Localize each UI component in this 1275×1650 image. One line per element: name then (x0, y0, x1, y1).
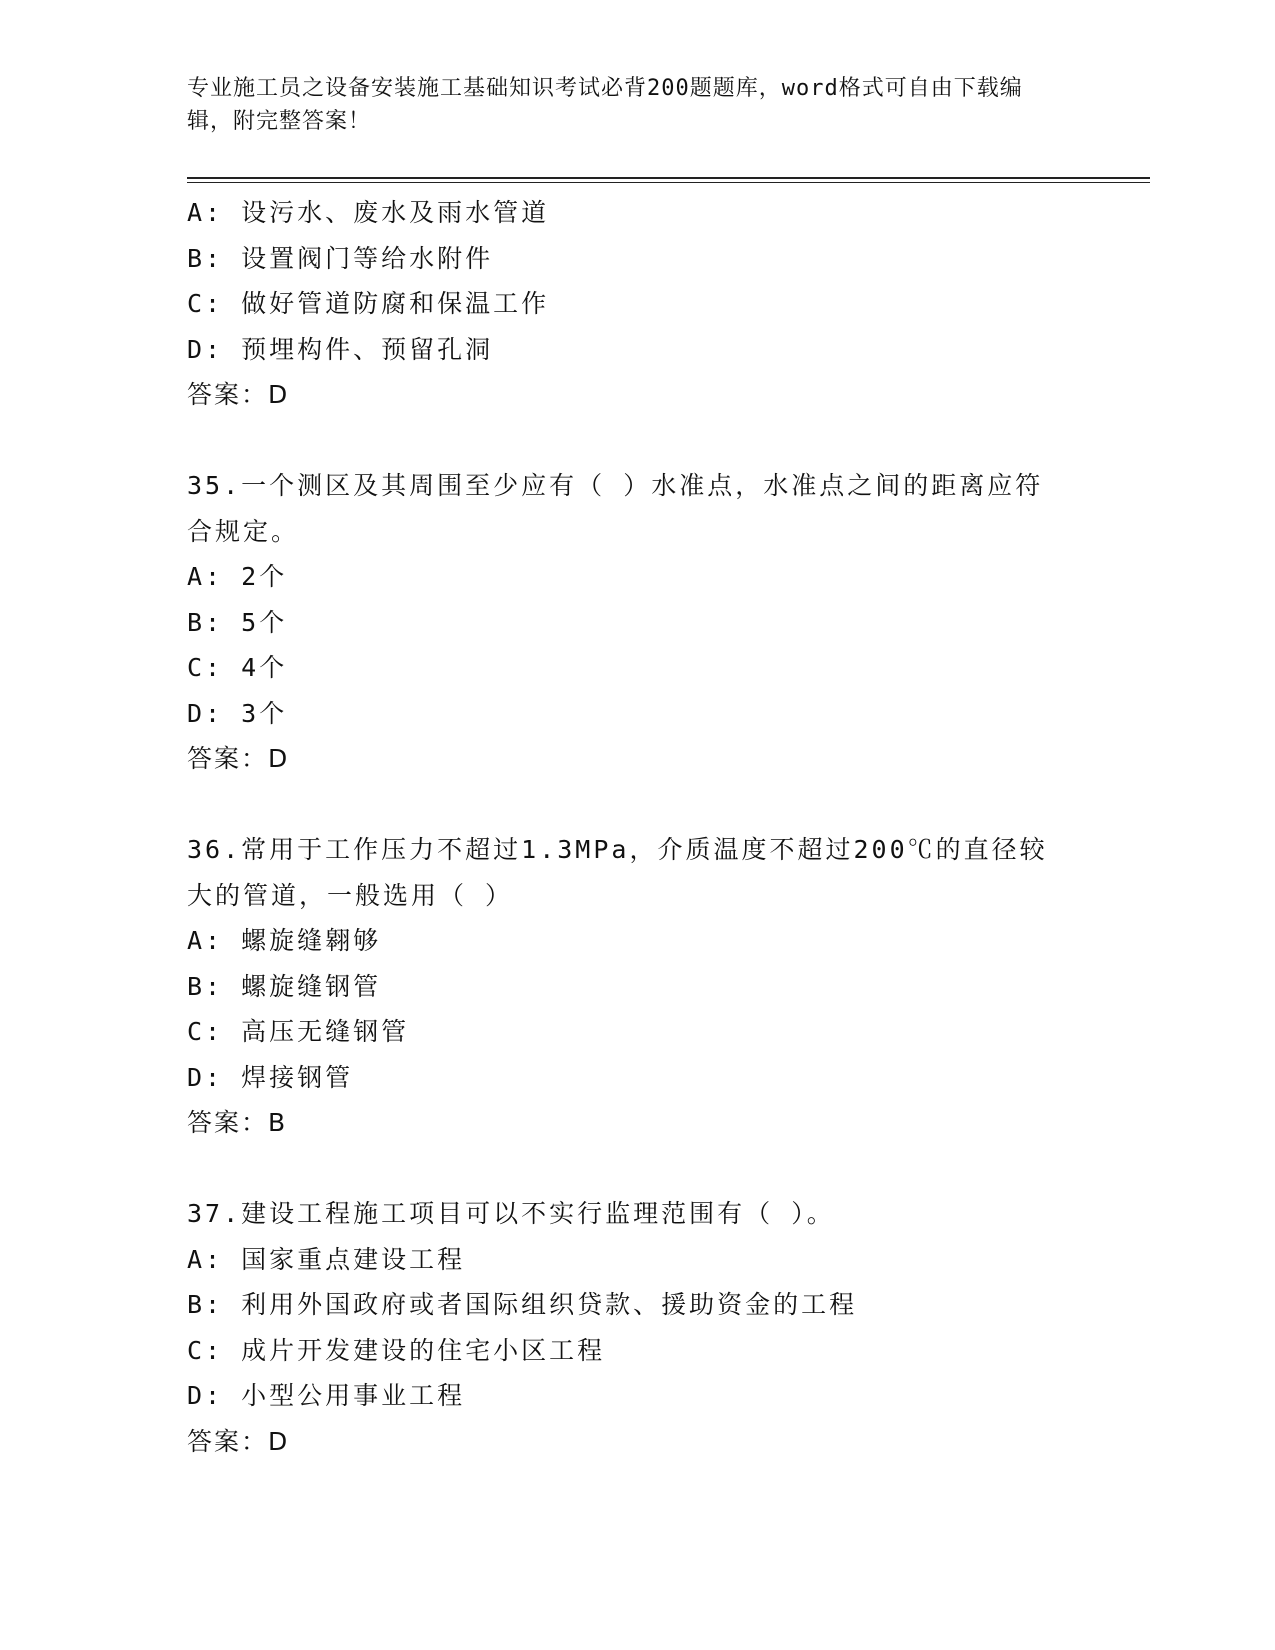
question-36 (187, 827, 1087, 1146)
option-c: C: 成片开发建设的住宅小区工程 (187, 1335, 606, 1365)
option-b: B: 设置阀门等给水附件 (187, 243, 494, 273)
option-d: D: 3个 (187, 698, 288, 728)
answer-line: 答案：D (187, 744, 290, 773)
option-d: D: 小型公用事业工程 (187, 1381, 466, 1410)
spacer (187, 1146, 1087, 1192)
option-a: A: 螺旋缝翱够 (187, 926, 382, 955)
option-d: D: 焊接钢管 (187, 1062, 354, 1092)
option-d: D: 预埋构件、预留孔洞 (187, 334, 494, 364)
spacer (187, 782, 1087, 828)
header-divider-thin (187, 182, 1150, 183)
option-c: C: 4个 (187, 653, 288, 682)
partial-question (187, 190, 1087, 418)
question-text: 35.一个测区及其周围至少应有（ ）水准点，水准点之间的距离应符合规定。 (187, 471, 1044, 546)
spacer (187, 418, 1087, 464)
question-37 (187, 1191, 1087, 1464)
option-a: A: 2个 (187, 562, 288, 591)
option-b: B: 利用外国政府或者国际组织贷款、援助资金的工程 (187, 1290, 858, 1319)
option-a: A: 设污水、废水及雨水管道 (187, 198, 550, 227)
answer-line: 答案：D (187, 1426, 290, 1456)
option-c: C: 做好管道防腐和保温工作 (187, 289, 550, 318)
document-header (187, 72, 1067, 138)
question-text: 37.建设工程施工项目可以不实行监理范围有（ ）。 (187, 1199, 835, 1228)
answer-line: 答案：D (187, 380, 290, 409)
answer-line: 答案：B (187, 1108, 288, 1137)
question-text: 36.常用于工作压力不超过1.3MPa，介质温度不超过200℃的直径较大的管道，一般选用（ ） (187, 835, 1048, 910)
option-b: B: 5个 (187, 607, 288, 637)
header-divider-thick (187, 177, 1150, 179)
question-35 (187, 463, 1087, 782)
header-title: 专业施工员之设备安装施工基础知识考试必背200题题库，word格式可自由下载编辑，附完整答案！ (187, 76, 1023, 134)
option-a: A: 国家重点建设工程 (187, 1244, 466, 1274)
question-list (187, 190, 1087, 1464)
option-c: C: 高压无缝钢管 (187, 1017, 410, 1046)
option-b: B: 螺旋缝钢管 (187, 971, 382, 1001)
